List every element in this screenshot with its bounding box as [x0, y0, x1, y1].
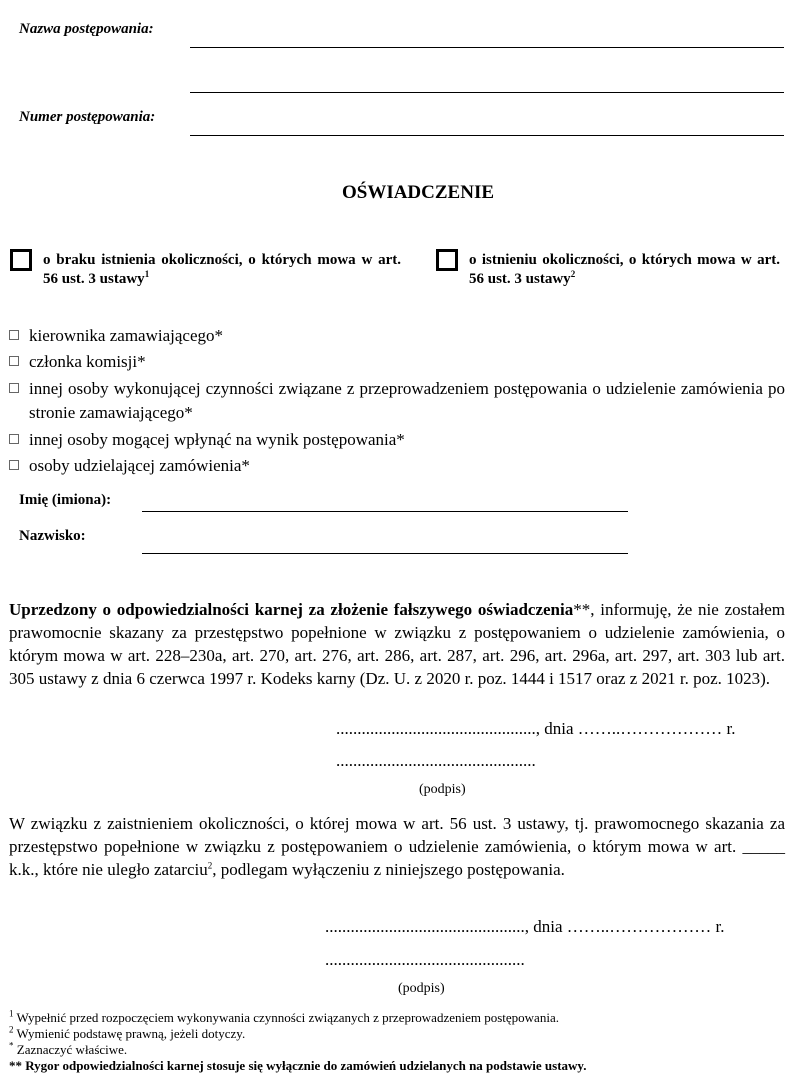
statement-exclusion: W związku z zaistnieniem okoliczności, o której mowa w art. 56 ust. 3 ustawy, tj. prawomocnego skazania za przestępstwo popełnione w związku z postępowaniem o udzielenie zamówienia, o którym mowa w art. _____ k.k., które nie uległo zatarciu$^2$, podlegam wyłączeniu z niniejszego postępowania.	[9, 814, 785, 879]
role-item-5[interactable]: osoby udzielającej zamówienia*	[9, 455, 785, 477]
option-left-checkbox[interactable]	[10, 249, 32, 271]
signature-label-1: (podpis)	[419, 782, 466, 797]
role-checkbox[interactable]	[9, 330, 19, 340]
role-item-2[interactable]: członka komisji*	[9, 351, 785, 373]
footnote-4: ** Rygor odpowiedzialności karnej stosuje się wyłącznie do zamówień udzielanych na podstawie ustawy.	[9, 1058, 587, 1073]
role-checkbox[interactable]	[9, 434, 19, 444]
role-item-4[interactable]: innej osoby mogącej wpłynąć na wynik postępowania*	[9, 429, 785, 451]
role-checkbox[interactable]	[9, 383, 19, 393]
name-line-1[interactable]	[190, 47, 784, 48]
first-name-label: Imię (imiona):	[19, 492, 112, 508]
page-title: OŚWIADCZENIE	[341, 182, 495, 203]
role-item-1[interactable]: kierownika zamawiającego*	[9, 325, 785, 347]
footnote-2: $^2$ Wymienić podstawę prawną, jeżeli dotyczy.	[9, 1024, 246, 1041]
footnotes	[9, 1010, 785, 1074]
option-right-checkbox[interactable]	[436, 249, 458, 271]
signature-date-line-2[interactable]: ..............................................., dnia ……..……………… r.	[325, 917, 725, 936]
name-label: Nazwa postępowania:	[19, 21, 154, 37]
option-left-text: o braku istnienia okoliczności, o których mowa w art. 56 ust. 3 ustawy$^1$	[43, 252, 401, 287]
signature-label-2: (podpis)	[398, 981, 445, 996]
footnote-1: $^1$ Wypełnić przed rozpoczęciem wykonywania czynności związanych z przeprowadzeniem postępowania.	[9, 1008, 559, 1025]
footnote-3: * Zaznaczyć właściwe.	[9, 1040, 128, 1057]
signature-date-line-1[interactable]: ..............................................., dnia ……..……………… r.	[336, 719, 736, 738]
number-label: Numer postępowania:	[19, 109, 156, 125]
signature-line-2[interactable]: ...............................................	[325, 950, 525, 969]
role-checkbox[interactable]	[9, 356, 19, 366]
statement-no-conviction: Uprzedzony o odpowiedzialności karnej za złożenie fałszywego oświadczenia**, informuję, że nie zostałem prawomocnie skazany za przestępstwo popełnione w związku z postępowaniem o udzielenie zamówienia, o którym mowa w art. 228–230a, art. 270, art. 276, art. 286, art. 287, art. 296, art. 296a, art. 297, art. 303 lub art. 305 ustawy z dnia 6 czerwca 1997 r. Kodeks karny (Dz. U. z 2020 r. poz. 1444 i 1517 oraz z 2021 r. poz. 1023).	[9, 600, 785, 688]
surname-label: Nazwisko:	[19, 528, 86, 544]
number-line[interactable]	[190, 135, 784, 136]
first-name-line[interactable]	[142, 511, 628, 512]
role-checkbox[interactable]	[9, 460, 19, 470]
signature-line-1[interactable]: ...............................................	[336, 751, 536, 770]
option-right-text: o istnieniu okoliczności, o których mowa w art. 56 ust. 3 ustawy$^2$	[469, 252, 780, 287]
name-line-2[interactable]	[190, 92, 784, 93]
role-item-3[interactable]: innej osoby wykonującej czynności związane z przeprowadzeniem postępowania o udzielenie zamówienia po stronie zamawiającego*	[9, 377, 785, 425]
surname-line[interactable]	[142, 553, 628, 554]
